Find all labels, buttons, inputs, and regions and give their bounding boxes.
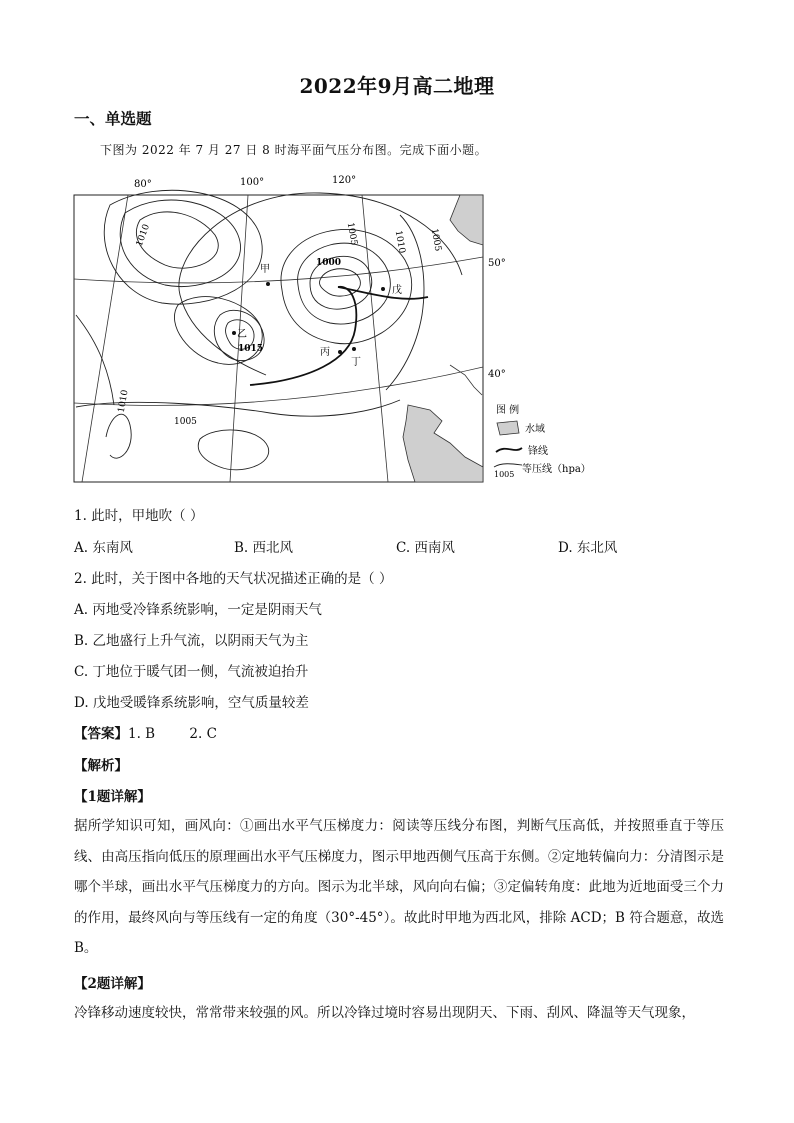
legend-water-swatch <box>497 421 519 435</box>
isobar-label-1000: 1000 <box>316 258 342 268</box>
isobar-label-1010-west: 1010 <box>134 222 152 248</box>
legend-isobar-label: 等压线（hpa） <box>522 464 591 475</box>
lon-label-80: 80° <box>134 179 152 190</box>
lat-label-40: 40° <box>488 369 506 380</box>
question-2-stem: 2. 此时，关于图中各地的天气状况描述正确的是（ ） <box>74 571 393 587</box>
answer-line <box>74 722 217 742</box>
pressure-map <box>70 175 600 485</box>
isobar-label-1005-north: 1005 <box>344 221 359 247</box>
question-2-option-d[interactable]: D. 戊地受暖锋系统影响，空气质量较差 <box>74 695 309 711</box>
detail-2-label: 【2题详解】 <box>74 976 151 992</box>
isobar-label-1010-southwest: 1010 <box>116 389 131 414</box>
legend-isobar-value: 1005 <box>494 470 515 479</box>
place-label-jia: 甲 <box>260 264 270 275</box>
water-area-northeast <box>450 195 483 245</box>
answer-label: 【答案】 <box>74 726 128 742</box>
coastline <box>450 365 482 395</box>
meridian-120 <box>362 195 388 482</box>
place-label-wu: 戊 <box>392 285 402 296</box>
question-intro: 下图为 2022 年 7 月 27 日 8 时海平面气压分布图。完成下面小题。 <box>100 143 488 157</box>
place-label-bing: 丙 <box>320 347 330 358</box>
isobar-label-1010-northeast: 1010 <box>392 229 407 255</box>
meridian-80 <box>82 195 128 482</box>
lon-label-100: 100° <box>240 177 265 188</box>
lon-label-120: 120° <box>332 175 357 186</box>
question-1-option-b[interactable]: B. 西北风 <box>234 540 294 556</box>
isobar-label-1005-east: 1005 <box>428 227 443 253</box>
question-2-option-c[interactable]: C. 丁地位于暖气团一侧，气流被迫抬升 <box>74 664 309 680</box>
cold-front <box>250 287 356 385</box>
page-title: 2022年9月高二地理 <box>299 74 495 98</box>
place-label-yi: 乙 <box>237 329 247 340</box>
question-1-option-d[interactable]: D. 东北风 <box>558 540 618 556</box>
question-1-stem: 1. 此时，甲地吹（ ） <box>74 508 204 524</box>
map-legend <box>494 403 591 479</box>
legend-front-label: 锋线 <box>528 446 548 457</box>
question-2-option-a[interactable]: A. 丙地受冷锋系统影响，一定是阴雨天气 <box>74 602 322 618</box>
question-2-option-b[interactable]: B. 乙地盛行上升气流，以阴雨天气为主 <box>74 633 309 649</box>
legend-isobar-swatch <box>494 464 522 467</box>
legend-title: 图 例 <box>496 405 520 416</box>
isobar-label-1005-south: 1005 <box>174 417 197 427</box>
legend-front-swatch <box>496 448 522 452</box>
place-label-ding: 丁 <box>351 357 361 368</box>
analysis-label: 【解析】 <box>74 758 128 774</box>
question-1-option-a[interactable]: A. 东南风 <box>74 540 133 556</box>
lat-label-50: 50° <box>488 258 506 269</box>
answer-text: 1. B 2. C <box>128 726 217 742</box>
detail-1-text: 据所学知识可知，画风向：①画出水平气压梯度力：阅读等压线分布图，判断气压高低，并按照垂直于等压线、由高压指向低压的原理画出水平气压梯度力，图示甲地西侧气压高于东侧。②定地转偏向力：分清图示是哪个半球，画出水平气压梯度力的方向。图示为北半球，风向向右偏；③定偏转角度：此地为近地面受三个力的作用，最终风向与等压线有一定的角度（30°-45°）。故此时甲地为西北风，排除 ACD；B 符合题意，故选 B。 <box>74 818 724 956</box>
question-1-option-c[interactable]: C. 西南风 <box>396 540 455 556</box>
section-title: 一、单选题 <box>74 109 152 128</box>
isobars <box>76 190 462 470</box>
isobar-label-1015: 1015 <box>238 344 264 354</box>
detail-2-text: 冷锋移动速度较快，常常带来较强的风。所以冷锋过境时容易出现阴天、下雨、刮风、降温等天气现象， <box>74 1005 695 1021</box>
water-area-sea <box>403 405 483 482</box>
parallel-40 <box>74 367 483 405</box>
legend-water-label: 水域 <box>525 424 545 435</box>
detail-1-label: 【1题详解】 <box>74 789 151 805</box>
